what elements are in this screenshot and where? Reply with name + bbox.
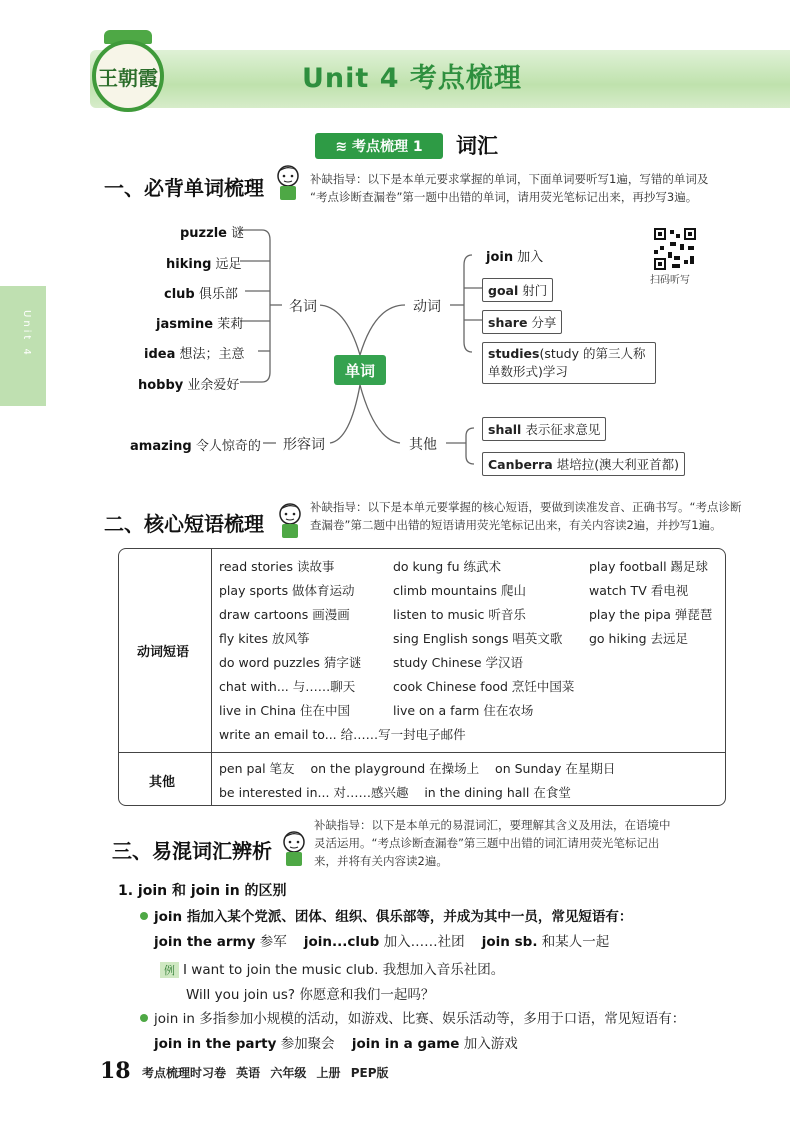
other-word-box: shall 表示征求意见 — [482, 417, 606, 441]
verb-word: join 加入 — [486, 250, 544, 265]
part2-note-line2: 查漏卷”第二题中出错的短语请用荧光笔标记出来，有关内容读2遍，并抄写1遍。 — [310, 518, 722, 532]
noun-word: hiking 远足 — [166, 257, 242, 272]
noun-word: hobby 业余爱好 — [138, 378, 240, 393]
phrase-cell: read stories 读故事 — [219, 559, 335, 574]
noun-word: club 俱乐部 — [164, 287, 238, 302]
category-adjective: 形容词 — [280, 434, 328, 454]
phrase-cell: live on a farm 住在农场 — [393, 703, 534, 718]
table-divider — [211, 549, 212, 805]
verb-word-box: share 分享 — [482, 310, 562, 334]
phrase-cell: do word puzzles 猜字谜 — [219, 655, 362, 670]
phrase-cell: watch TV 看电视 — [589, 583, 689, 598]
bullet-text: join 指加入某个党派、团体、组织、俱乐部等，并成为其中一员，常见短语有： — [154, 909, 633, 925]
phrase-table — [118, 548, 726, 806]
publisher-logo: 王朝霞 — [92, 40, 164, 112]
part1-note-line2: “考点诊断查漏卷”第一题中出错的单词，请用荧光笔标记出来，再抄写3遍。 — [310, 190, 698, 204]
part1-note-line1: 补缺指导：以下是本单元要求掌握的单词，下面单词要听写1遍，写错的单词及 — [310, 172, 709, 186]
example-tag: 例 — [160, 962, 179, 978]
bullet-text: join in 多指参加小规模的活动，如游戏、比赛、娱乐活动等，多用于口语，常见短语有： — [154, 1011, 686, 1027]
phrase-cell: write an email to... 给……写一封电子邮件 — [219, 727, 466, 742]
section-badge: ≋ 考点梳理 1 — [315, 133, 443, 159]
mind-map-connectors — [0, 0, 800, 520]
page-number: 18 — [100, 1058, 131, 1084]
noun-word: jasmine 茉莉 — [156, 317, 244, 332]
category-other: 其他 — [406, 434, 440, 454]
phrase-cell: study Chinese 学汉语 — [393, 655, 524, 670]
noun-word: idea 想法；主意 — [144, 347, 245, 362]
part1-heading: 一、必背单词梳理 — [104, 176, 264, 200]
adjective-word: amazing 令人惊奇的 — [130, 439, 261, 454]
section-title: 词汇 — [456, 134, 498, 158]
verb-word-box: studies(study 的第三人称 单数形式)学习 — [482, 342, 656, 384]
bullet-dot-icon — [140, 912, 148, 920]
phrase-cell: sing English songs 唱英文歌 — [393, 631, 563, 646]
side-tab-label: Unit 4 — [21, 310, 32, 358]
noun-word: puzzle 谜 — [180, 226, 245, 241]
phrase-cell: chat with... 与……聊天 — [219, 679, 356, 694]
phrase-cell: do kung fu 练武术 — [393, 559, 501, 574]
other-word-box: Canberra 堪培拉(澳大利亚首都) — [482, 452, 685, 476]
phrase-cell: play football 踢足球 — [589, 559, 709, 574]
part3-heading: 三、易混词汇辨析 — [112, 839, 272, 863]
table-divider — [119, 752, 725, 753]
phrase-cell: fly kites 放风筝 — [219, 631, 310, 646]
phrase-line: join in the party 参加聚会 join in a game 加入游戏 — [154, 1036, 518, 1052]
part3-note-line2: 灵活运用。“考点诊断查漏卷”第三题中出错的词汇请用荧光笔标记出 — [314, 836, 660, 850]
part2-heading: 二、核心短语梳理 — [104, 512, 264, 536]
phrase-cell: climb mountains 爬山 — [393, 583, 527, 598]
bullet-dot-icon — [140, 1014, 148, 1022]
category-verb: 动词 — [410, 296, 444, 316]
phrase-cell: live in China 住在中国 — [219, 703, 351, 718]
verb-word-box: goal 射门 — [482, 278, 553, 302]
phrase-cell: be interested in... 对……感兴趣 in the dining hall 在食堂 — [219, 785, 571, 800]
phrase-cell: cook Chinese food 烹饪中国菜 — [393, 679, 575, 694]
phrase-cell: play the pipa 弹琵琶 — [589, 607, 713, 622]
part3-note-line1: 补缺指导：以下是本单元的易混词汇，要理解其含义及用法，在语境中 — [314, 818, 671, 832]
student-mascot-icon — [272, 500, 308, 540]
mind-map-center: 单词 — [334, 355, 386, 385]
row-label-verb-phrases: 动词短语 — [137, 645, 190, 660]
phrase-cell: draw cartoons 画漫画 — [219, 607, 350, 622]
phrase-line: join the army 参军 join...club 加入……社团 join sb. 和某人一起 — [154, 934, 610, 950]
page-title: Unit 4 考点梳理 — [302, 63, 522, 94]
category-noun: 名词 — [286, 296, 320, 316]
phrase-cell: go hiking 去远足 — [589, 631, 688, 646]
phrase-cell: play sports 做体育运动 — [219, 583, 355, 598]
footer-text: 考点梳理时习卷 英语 六年级 上册 PEP版 — [142, 1066, 389, 1080]
qr-label: 扫码听写 — [650, 275, 690, 286]
phrase-cell: listen to music 听音乐 — [393, 607, 526, 622]
item-heading: 1. join 和 join in 的区别 — [118, 883, 287, 899]
student-mascot-icon — [276, 828, 312, 868]
part3-note-line3: 来，并将有关内容读2遍。 — [314, 854, 448, 868]
row-label-other: 其他 — [149, 775, 176, 790]
phrase-cell: pen pal 笔友 on the playground 在操场上 on Sunday 在星期日 — [219, 761, 616, 776]
part2-note-line1: 补缺指导：以下是本单元要掌握的核心短语，要做到读准发音、正确书写。“考点诊断 — [310, 500, 742, 514]
example-line: Will you join us? 你愿意和我们一起吗？ — [186, 987, 435, 1003]
example-line: 例 I want to join the music club. 我想加入音乐社团。 — [160, 958, 504, 978]
